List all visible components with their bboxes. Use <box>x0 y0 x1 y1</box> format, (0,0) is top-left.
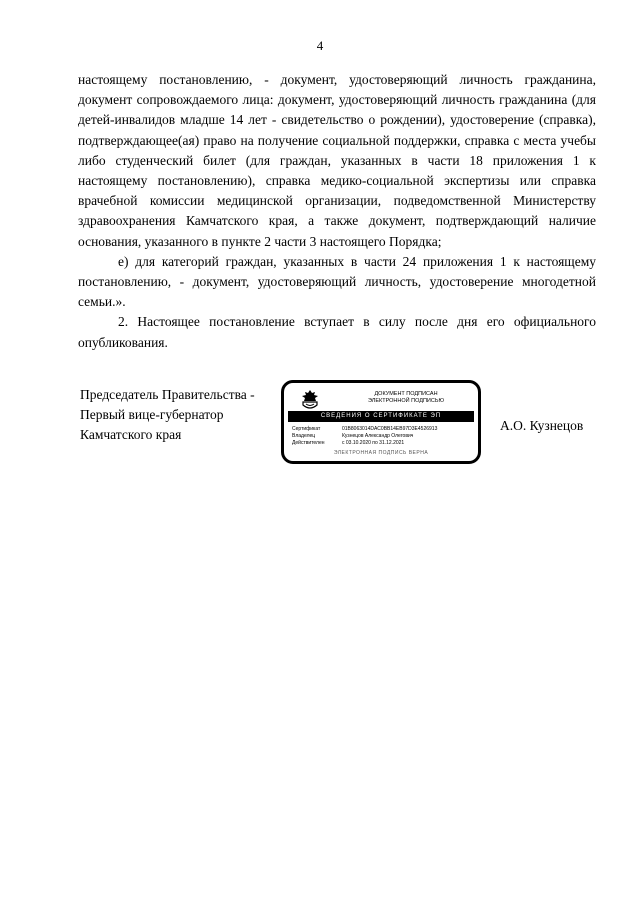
certificate-label: Сертификат <box>292 426 321 432</box>
document-body <box>78 70 596 353</box>
paragraph-continuation: настоящему постановлению, - документ, удостоверяющий личность гражданина, документ сопровождаемого лица: документ, удостоверяющий личность гражданина (для детей-инвалидов младше 14 лет - свидетельство о рождении), удостоверение (справка), подтверждающее(ая) право на получение социальной поддержки, справка с места учебы либо студенческий билет (для граждан, указанных в части 18 приложения 1 к настоящему постановлению), справка медико-социальной экспертизы или справка врачебной комиссии медицинской организации, подведомственной Министерству здравоохранения Камчатского края, а также документ, подтверждающий наличие основания, указанного в пункте 2 части 3 настоящего Порядка; <box>78 72 596 249</box>
validity-row <box>292 440 476 447</box>
stamp-header <box>336 391 476 405</box>
coat-of-arms-icon <box>300 389 320 411</box>
paragraph-effective-date: 2. Настоящее постановление вступает в силу после дня его официального опубликования. <box>78 314 596 350</box>
certificate-info-bar: СВЕДЕНИЯ О СЕРТИФИКАТЕ ЭП <box>288 411 474 422</box>
paragraph-item-e: е) для категорий граждан, указанных в части 24 приложения 1 к настоящему постановлению, - документ, удостоверяющий личность, удостоверение многодетной семьи.». <box>78 253 596 310</box>
validity-value: с 03.10.2020 по 31.12.2021 <box>342 440 405 446</box>
certificate-details <box>292 426 476 447</box>
validity-label: Действителен <box>292 440 325 446</box>
position-line: Камчатского края <box>80 427 182 442</box>
position-line: Первый вице-губернатор <box>80 407 224 422</box>
owner-row <box>292 433 476 440</box>
signatory-position <box>80 385 255 445</box>
certificate-row <box>292 426 476 433</box>
owner-label: Владелец <box>292 433 316 439</box>
stamp-footer: ЭЛЕКТРОННАЯ ПОДПИСЬ ВЕРНА <box>333 450 429 456</box>
stamp-header-line: ЭЛЕКТРОННОЙ ПОДПИСЬЮ <box>367 398 445 404</box>
owner-value: Кузнецов Александр Олегович <box>342 433 414 439</box>
electronic-signature-stamp <box>281 380 481 464</box>
signatory-name: А.О. Кузнецов <box>500 418 584 433</box>
stamp-header-line: ДОКУМЕНТ ПОДПИСАН <box>374 391 438 397</box>
certificate-value: 01B8063014DAC0BB14EB97D3E4526913 <box>342 426 438 432</box>
position-line: Председатель Правительства - <box>80 387 255 402</box>
page-number: 4 <box>316 38 324 53</box>
